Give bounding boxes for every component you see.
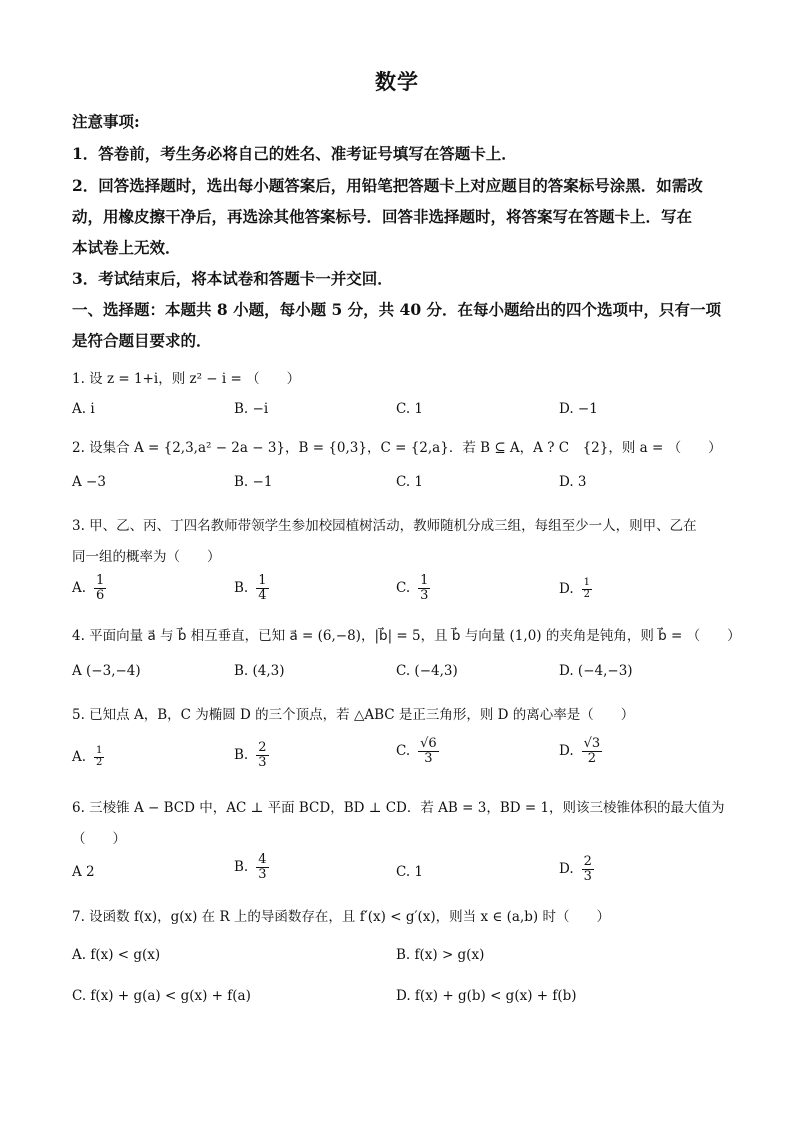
q1-option-a: A. i bbox=[72, 401, 95, 417]
q3-option-c-fraction: $\frac{1}{3}$ bbox=[420, 573, 429, 603]
q3-option-b bbox=[234, 574, 269, 602]
q3-option-a-fraction: $\frac{1}{6}$ bbox=[96, 573, 105, 603]
q5-option-b-fraction: $\frac{2}{3}$ bbox=[258, 740, 267, 770]
note-1: 1．答卷前，考生务必将自己的姓名、准考证号填写在答题卡上． bbox=[72, 144, 517, 163]
note-2-end: 本试卷上无效． bbox=[72, 238, 181, 257]
q6-option-d bbox=[559, 855, 594, 883]
q5-option-c-label: C. bbox=[396, 742, 411, 759]
q5-option-d-fraction: $\frac{√3}{2}$ bbox=[583, 736, 601, 766]
q6-option-d-fraction: $\frac{2}{3}$ bbox=[583, 854, 592, 884]
q6-option-b-fraction: $\frac{4}{3}$ bbox=[258, 852, 267, 882]
q6-option-b bbox=[234, 853, 269, 881]
q5-option-c bbox=[396, 737, 439, 765]
q5-option-b-label: B. bbox=[234, 746, 249, 763]
question-1-stem: 1. 设 z = 1+i，则 z² − i = （ ） bbox=[72, 371, 301, 387]
q4-option-b: B. (4,3) bbox=[234, 663, 285, 679]
notes-heading: 注意事项: bbox=[72, 112, 140, 131]
q2-option-b: B. −1 bbox=[234, 474, 273, 490]
question-4-stem: 4. 平面向量 a⃗ 与 b⃗ 相互垂直，已知 a⃗ = (6,−8)，|b⃗| = 5，且 b⃗ 与向量 (1,0) 的夹角是钝角，则 b⃗ = （ ） bbox=[72, 628, 741, 644]
note-2-cont: 动，用橡皮擦干净后，再选涂其他答案标号．回答非选择题时，将答案写在答题卡上．写在 bbox=[72, 207, 693, 226]
question-3-stem-cont: 同一组的概率为（ ） bbox=[72, 549, 221, 565]
q4-option-a: A (−3,−4) bbox=[72, 663, 141, 679]
q5-option-d bbox=[559, 737, 602, 765]
section-heading-cont: 是符合题目要求的． bbox=[72, 331, 212, 350]
q3-option-a bbox=[72, 574, 106, 602]
question-6-stem: 6. 三棱锥 A − BCD 中，AC ⊥ 平面 BCD，BD ⊥ CD．若 AB = 3，BD = 1，则该三棱锥体积的最大值为 bbox=[72, 800, 725, 816]
q2-option-c: C. 1 bbox=[396, 474, 424, 490]
q5-option-a bbox=[72, 746, 104, 768]
q7-option-b: B. f(x) > g(x) bbox=[396, 947, 485, 963]
q5-option-d-label: D. bbox=[559, 742, 574, 759]
question-3-stem: 3. 甲、乙、丙、丁四名教师带领学生参加校园植树活动，教师随机分成三组，每组至少一人，则甲、乙在 bbox=[72, 518, 697, 534]
q1-option-c: C. 1 bbox=[396, 401, 424, 417]
q3-option-a-label: A. bbox=[72, 579, 87, 596]
q3-option-b-label: B. bbox=[234, 579, 249, 596]
q5-option-a-label: A. bbox=[72, 748, 87, 765]
question-5-stem: 5. 已知点 A，B，C 为椭圆 D 的三个顶点，若 △ABC 是正三角形，则 D 的离心率是（ ） bbox=[72, 707, 635, 723]
q4-option-d: D. (−4,−3) bbox=[559, 663, 633, 679]
question-6-stem-cont: （ ） bbox=[72, 831, 126, 847]
q3-option-c bbox=[396, 574, 430, 602]
q6-option-d-label: D. bbox=[559, 860, 574, 877]
note-3: 3．考试结束后，将本试卷和答题卡一并交回． bbox=[72, 269, 393, 288]
question-2-stem: 2. 设集合 A = {2,3,a² − 2a − 3}，B = {0,3}，C = {2,a}．若 B ⊆ A，A ? C {2}，则 a = （ ） bbox=[72, 440, 722, 456]
q6-option-b-label: B. bbox=[234, 858, 249, 875]
q2-option-a: A −3 bbox=[72, 474, 106, 490]
question-7-stem: 7. 设函数 f(x)，g(x) 在 R 上的导函数存在，且 f′(x) < g′(x)，则当 x ∈ (a,b) 时（ ） bbox=[72, 909, 610, 925]
q5-option-b bbox=[234, 741, 269, 769]
q3-option-d-fraction: $\frac{1}{2}$ bbox=[583, 577, 591, 600]
q2-option-d: D. 3 bbox=[559, 474, 587, 490]
q5-option-c-fraction: $\frac{√6}{3}$ bbox=[420, 736, 437, 766]
q3-option-c-label: C. bbox=[396, 579, 411, 596]
q1-option-d: D. −1 bbox=[559, 401, 598, 417]
q3-option-b-fraction: $\frac{1}{4}$ bbox=[258, 573, 267, 603]
page-title: 数学 bbox=[375, 69, 419, 94]
section-heading: 一、选择题：本题共 8 小题，每小题 5 分，共 40 分．在每小题给出的四个选项中，只有一项 bbox=[72, 300, 722, 319]
note-2: 2．回答选择题时，选出每小题答案后，用铅笔把答题卡上对应题目的答案标号涂黑．如需改 bbox=[72, 176, 703, 195]
q5-option-a-fraction: $\frac{1}{2}$ bbox=[96, 745, 103, 768]
q3-option-d-label: D. bbox=[559, 580, 574, 597]
q1-option-b: B. −i bbox=[234, 401, 269, 417]
q7-option-d: D. f(x) + g(b) < g(x) + f(b) bbox=[396, 988, 577, 1004]
q7-option-c: C. f(x) + g(a) < g(x) + f(a) bbox=[72, 988, 251, 1004]
q6-option-c: C. 1 bbox=[396, 864, 424, 880]
q7-option-a: A. f(x) < g(x) bbox=[72, 947, 161, 963]
q6-option-a: A 2 bbox=[72, 864, 95, 880]
q4-option-c: C. (−4,3) bbox=[396, 663, 458, 679]
q3-option-d bbox=[559, 578, 592, 600]
